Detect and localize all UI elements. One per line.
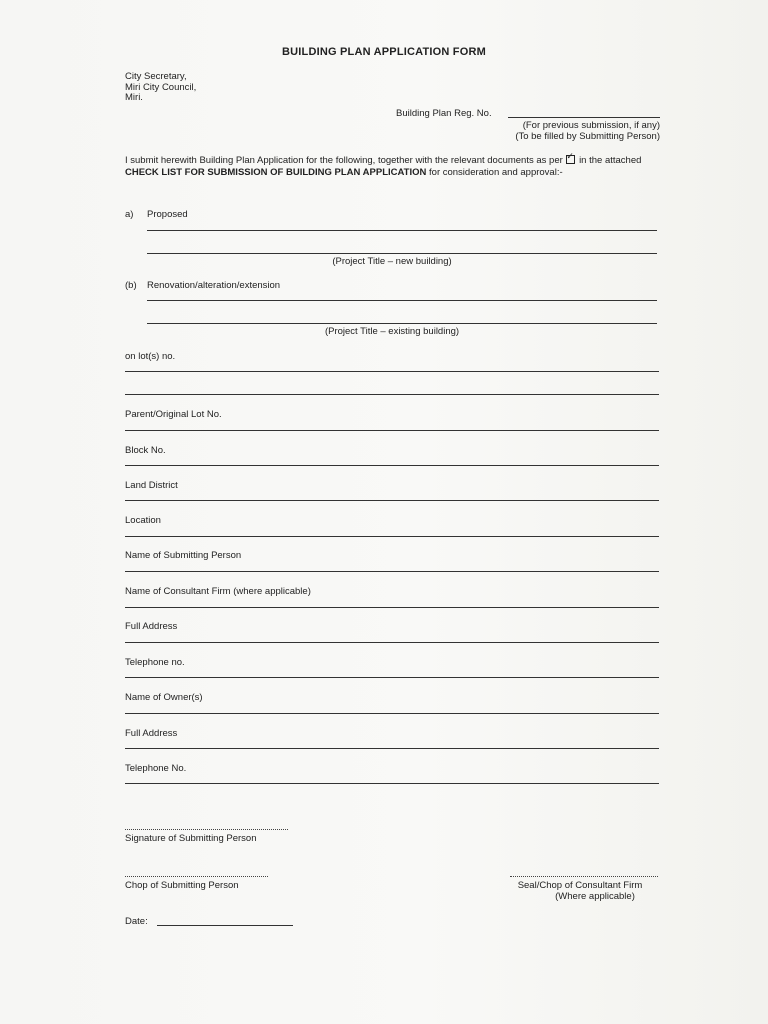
section-b-marker: (b)	[125, 280, 137, 291]
reg-no-label: Building Plan Reg. No.	[396, 108, 492, 119]
date-label: Date:	[125, 916, 148, 927]
field-input-line[interactable]	[125, 748, 659, 749]
reg-no-note: (To be filled by Submitting Person)	[515, 131, 660, 142]
checklist-title: CHECK LIST FOR SUBMISSION OF BUILDING PLAN APPLICATION	[125, 166, 427, 178]
intro-text: I submit herewith Building Plan Application for the following, together with the relevant documents as per	[125, 155, 563, 166]
field-label: Telephone no.	[125, 657, 185, 668]
signature-label: Signature of Submitting Person	[125, 833, 257, 844]
reg-no-field[interactable]	[508, 117, 660, 118]
section-a-marker: a)	[125, 209, 134, 220]
field-label: Name of Consultant Firm (where applicable)	[125, 586, 311, 597]
addressee-line: City Secretary,	[125, 71, 187, 82]
lot-field[interactable]	[125, 394, 659, 395]
field-label: Parent/Original Lot No.	[125, 409, 222, 420]
lot-field[interactable]	[125, 371, 659, 372]
field-input-line[interactable]	[125, 500, 659, 501]
section-a-field[interactable]	[147, 253, 657, 254]
seal-label: Seal/Chop of Consultant Firm	[517, 880, 643, 891]
addressee-line: Miri City Council,	[125, 81, 197, 93]
field-input-line[interactable]	[125, 430, 659, 431]
section-b-label: Renovation/alteration/extension	[147, 280, 281, 291]
section-b-field[interactable]	[147, 300, 657, 301]
section-a-field[interactable]	[147, 230, 657, 231]
section-b-caption: (Project Title – existing building)	[324, 326, 460, 337]
field-input-line[interactable]	[125, 783, 659, 784]
chop-field[interactable]	[125, 876, 268, 877]
addressee-block	[125, 72, 196, 104]
chop-label: Chop of Submitting Person	[125, 880, 239, 891]
field-input-line[interactable]	[125, 465, 659, 466]
section-b-field[interactable]	[147, 323, 657, 324]
form-title: BUILDING PLAN APPLICATION FORM	[282, 46, 486, 58]
addressee-line: Miri.	[125, 92, 143, 103]
signature-field[interactable]	[125, 829, 288, 830]
field-input-line[interactable]	[125, 677, 659, 678]
field-label: Name of Owner(s)	[125, 692, 203, 703]
field-input-line[interactable]	[125, 642, 659, 643]
field-input-line[interactable]	[125, 713, 659, 714]
intro-paragraph	[125, 154, 665, 178]
section-a-caption: (Project Title – new building)	[332, 256, 452, 267]
field-label: Full Address	[125, 728, 178, 739]
field-label: Name of Submitting Person	[125, 550, 242, 561]
intro-text: for consideration and approval:-	[429, 166, 563, 178]
field-input-line[interactable]	[125, 536, 659, 537]
lot-label: on lot(s) no.	[125, 351, 176, 362]
seal-field[interactable]	[510, 876, 658, 877]
field-label: Block No.	[125, 445, 166, 456]
field-label: Land District	[125, 480, 178, 491]
intro-text: in the attached	[579, 155, 642, 166]
field-label: Full Address	[125, 621, 178, 632]
checkbox-icon	[566, 155, 575, 164]
field-label: Location	[125, 515, 161, 526]
seal-note: (Where applicable)	[555, 891, 635, 902]
date-field[interactable]	[157, 925, 293, 926]
field-input-line[interactable]	[125, 607, 659, 608]
field-label: Telephone No.	[125, 763, 187, 774]
field-input-line[interactable]	[125, 571, 659, 572]
reg-no-note: (For previous submission, if any)	[522, 120, 660, 131]
section-a-label: Proposed	[147, 209, 188, 220]
